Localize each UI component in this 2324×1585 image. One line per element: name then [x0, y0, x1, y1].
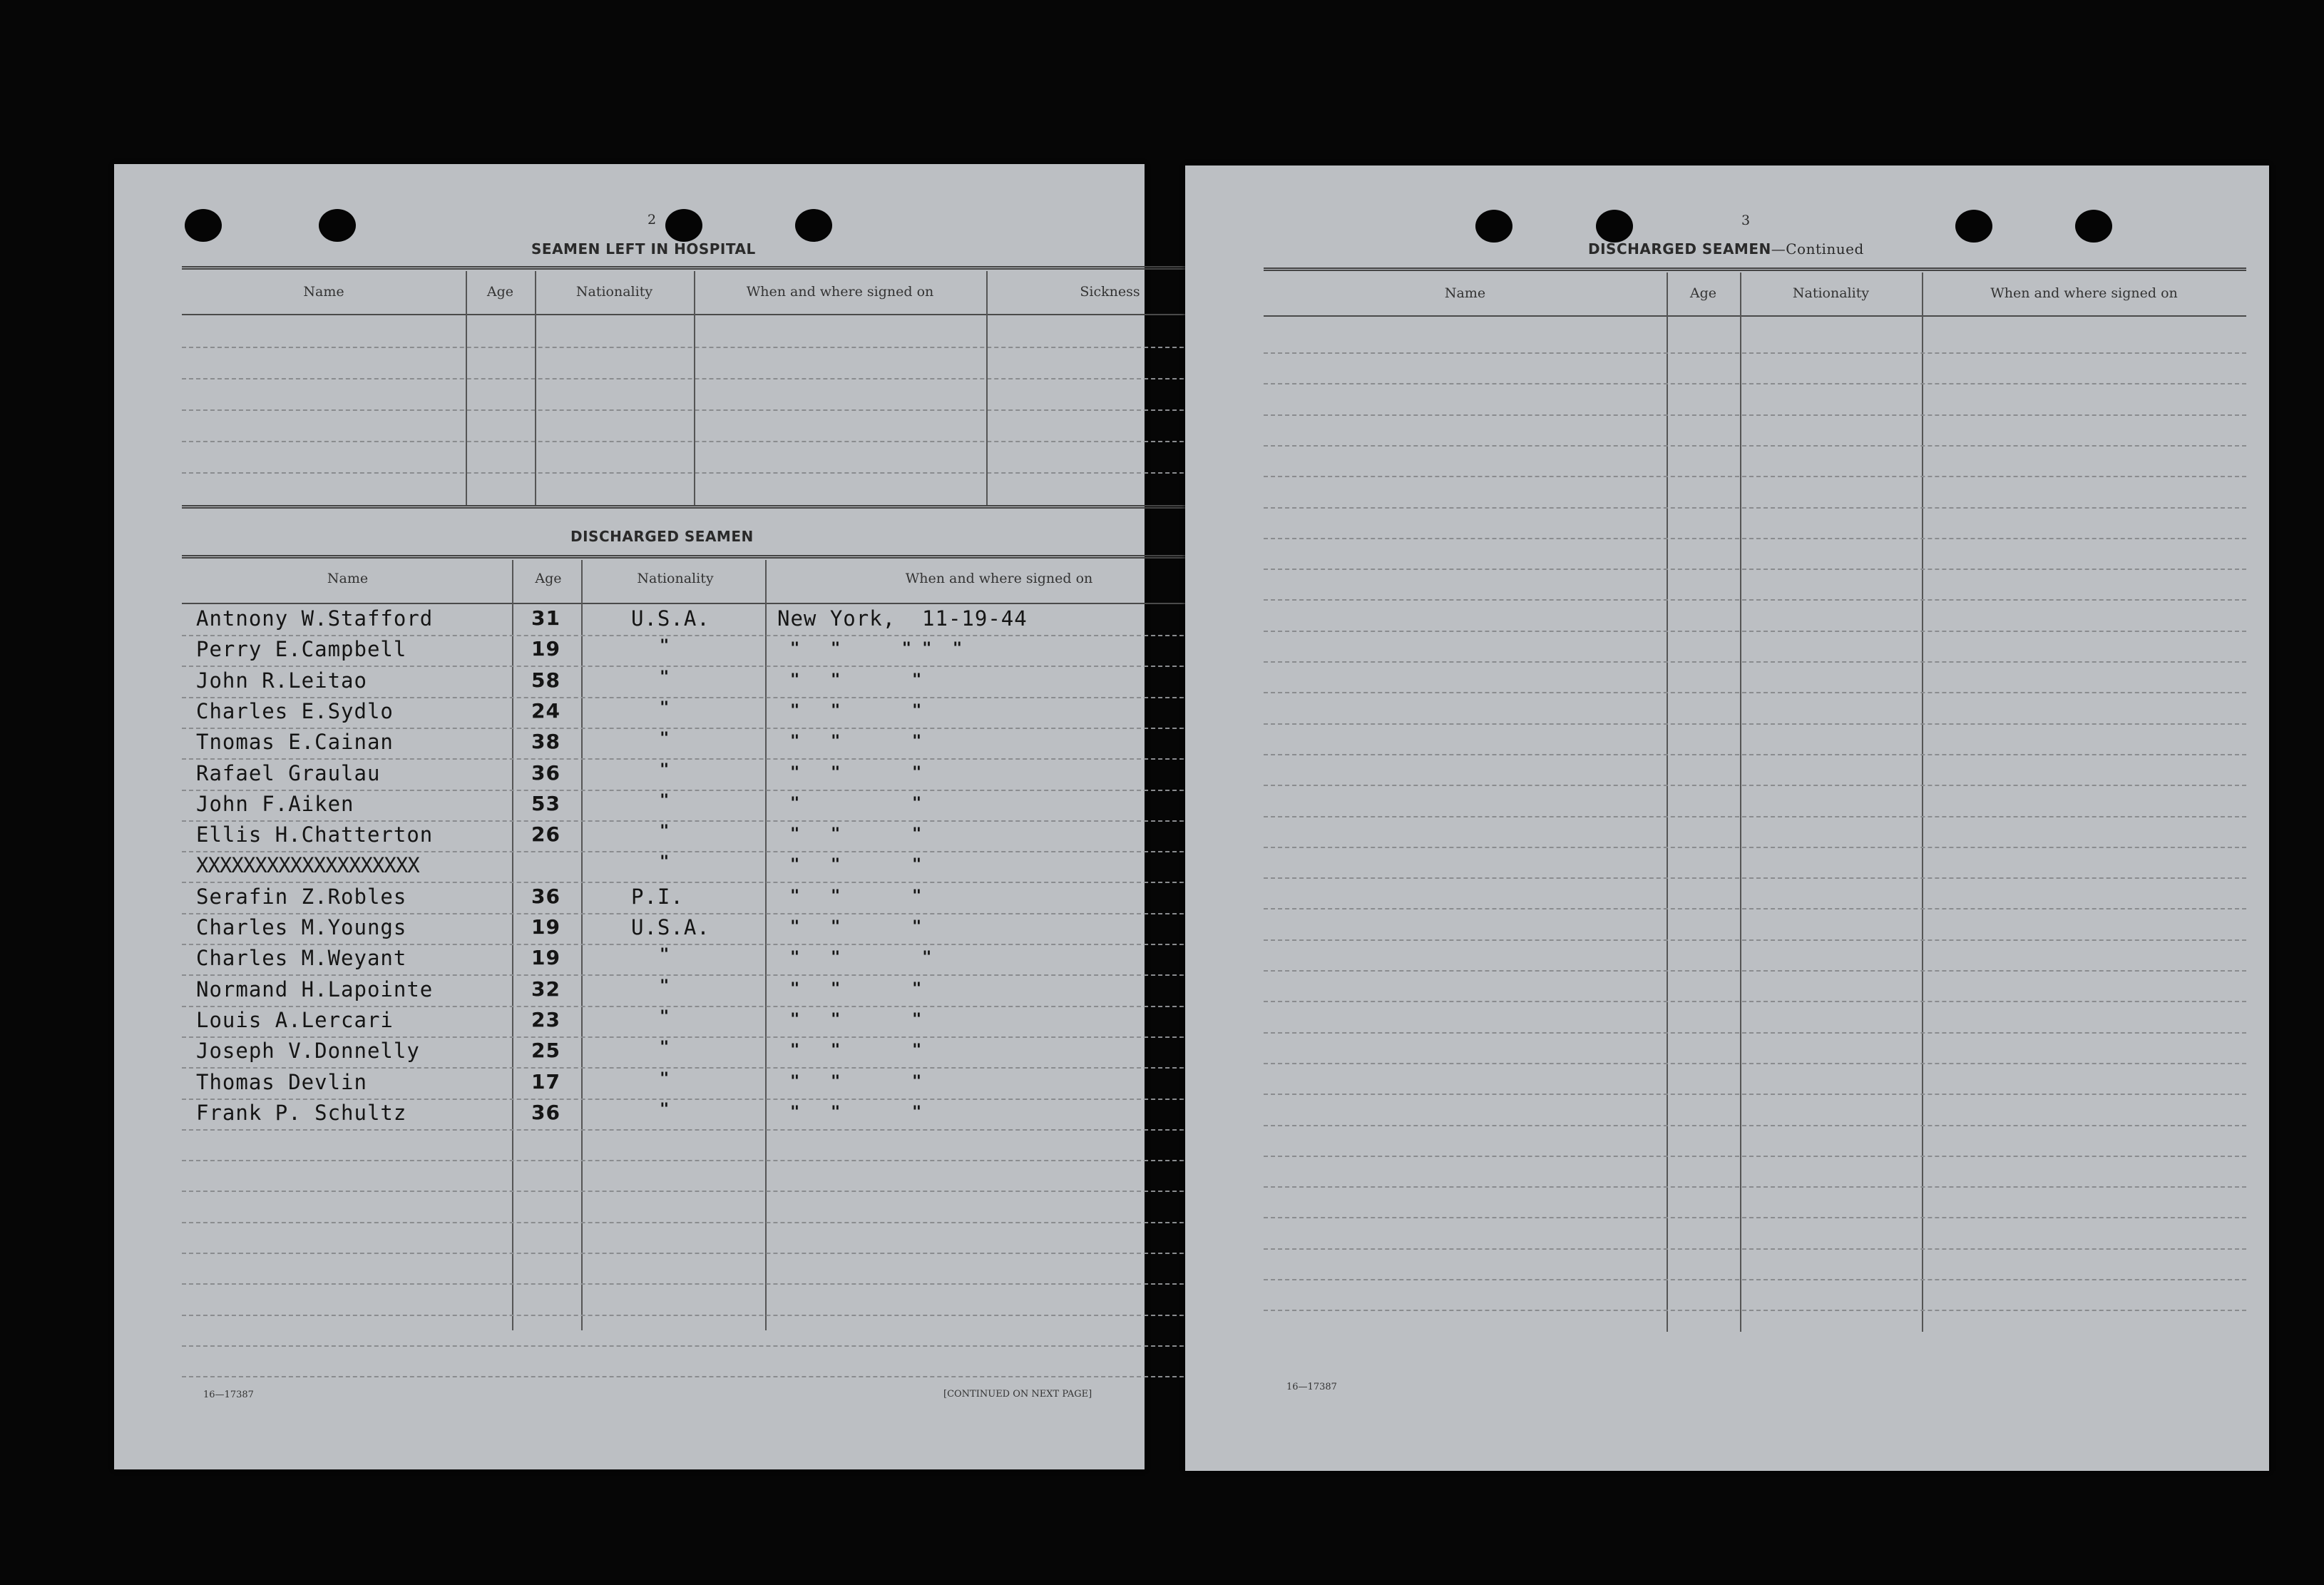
- continued-col-divider: [1740, 272, 1741, 1332]
- continued-row-rule: [1264, 723, 2246, 725]
- continued-row-rule: [1264, 352, 2246, 354]
- seaman-age: 19: [531, 915, 560, 939]
- right-page: [1185, 165, 2269, 1471]
- continued-row-rule: [1264, 538, 2246, 539]
- hospital-col-name: Name: [303, 284, 344, 300]
- discharged-col-name: Name: [327, 571, 369, 586]
- continued-row-rule: [1264, 939, 2246, 941]
- seaman-age: 19: [531, 637, 560, 661]
- continued-row-rule: [1264, 692, 2246, 693]
- continued-row-rule: [1264, 785, 2246, 786]
- discharged-row-rule: [182, 758, 1234, 760]
- hospital-col-nationality: Nationality: [575, 284, 653, 300]
- discharged-col-divider: [581, 560, 583, 1330]
- continued-col-age: Age: [1689, 285, 1717, 301]
- seaman-name: Charles E.Sydlo: [196, 698, 394, 723]
- continued-row-rule: [1264, 569, 2246, 570]
- seaman-name: Louis A.Lercari: [196, 1007, 394, 1032]
- continued-row-rule: [1264, 1094, 2246, 1095]
- seaman-age: 19: [531, 946, 560, 970]
- continued-row-rule: [1264, 476, 2246, 477]
- seaman-signed-on: " " ": [790, 1010, 923, 1029]
- seaman-signed-on: " " " " ": [790, 640, 963, 658]
- punch-hole: [665, 209, 702, 242]
- seaman-nationality: U.S.A.: [631, 915, 710, 939]
- title-suffix: —Continued: [1771, 240, 1864, 258]
- discharged-row-rule: [182, 1099, 1234, 1100]
- form-number: 16—17387: [203, 1390, 254, 1400]
- continued-col-name: Name: [1444, 285, 1486, 301]
- binder-tab: [1143, 165, 1184, 185]
- seaman-name: Serafin Z.Robles: [196, 884, 407, 909]
- hospital-section-title: SEAMEN LEFT IN HOSPITAL: [531, 240, 756, 258]
- hospital-col-divider: [535, 271, 536, 505]
- seaman-signed-on: " ": [790, 794, 923, 812]
- continued-row-rule: [1264, 1032, 2246, 1034]
- discharged-row-rule: [182, 666, 1234, 667]
- seaman-name: Charles M.Youngs: [196, 915, 407, 939]
- continued-row-rule: [1264, 1156, 2246, 1157]
- discharged-section-title: DISCHARGED SEAMEN: [570, 528, 754, 545]
- punch-hole: [2075, 210, 2112, 243]
- discharged-row-rule: [182, 697, 1234, 698]
- seaman-nationality: ": [660, 791, 670, 810]
- continued-row-rule: [1264, 1217, 2246, 1218]
- seaman-nationality: ": [660, 977, 670, 995]
- continued-row-rule: [1264, 445, 2246, 447]
- seaman-nationality: ": [660, 668, 670, 686]
- continued-row-rule: [1264, 970, 2246, 972]
- seaman-age: 32: [531, 977, 560, 1001]
- seaman-nationality: U.S.A.: [631, 606, 710, 631]
- discharged-row-rule: [182, 851, 1234, 852]
- continued-row-rule: [1264, 816, 2246, 817]
- seaman-age: 36: [531, 1100, 560, 1124]
- discharged-row-rule: [182, 974, 1234, 976]
- seaman-age: 38: [531, 730, 560, 754]
- discharged-row-rule: [182, 1376, 1234, 1377]
- seaman-nationality: ": [660, 637, 670, 656]
- seaman-nationality: ": [660, 822, 670, 841]
- hospital-col-divider: [466, 271, 467, 505]
- continued-header-rule: [1264, 315, 2246, 317]
- hospital-row-rule: [182, 472, 1234, 474]
- hospital-row-rule: [182, 409, 1234, 411]
- seaman-name: Joseph V.Donnelly: [196, 1039, 420, 1064]
- continued-row-rule: [1264, 754, 2246, 755]
- discharged-row-rule: [182, 728, 1234, 729]
- left-page: [114, 164, 1145, 1469]
- continued-row-rule: [1264, 1063, 2246, 1064]
- continued-row-rule: [1264, 507, 2246, 509]
- seaman-name: Tnomas E.Cainan: [196, 730, 394, 755]
- seaman-age: 17: [531, 1069, 560, 1094]
- discharged-header-rule: [182, 603, 1234, 604]
- seaman-signed-on: " " ": [790, 671, 923, 689]
- seaman-age: 24: [531, 698, 560, 723]
- punch-hole: [1475, 210, 1512, 243]
- discharged-row-rule: [182, 1067, 1234, 1069]
- seaman-name: John F.Aiken: [196, 791, 354, 816]
- continued-col-signed-on: When and where signed on: [1990, 285, 2178, 301]
- hospital-col-age: Age: [486, 284, 514, 300]
- seaman-nationality: ": [660, 853, 670, 872]
- discharged-row-rule: [182, 944, 1234, 945]
- continued-row-rule: [1264, 847, 2246, 848]
- hospital-row-rule: [182, 378, 1234, 379]
- seaman-name: Normand H.Lapointe: [196, 977, 434, 1002]
- seaman-nationality: ": [660, 1007, 670, 1026]
- discharged-row-rule: [182, 790, 1234, 791]
- seaman-age: 26: [531, 822, 560, 847]
- hospital-header-rule: [182, 314, 1234, 315]
- seaman-nationality: ": [660, 760, 670, 779]
- discharged-table-top-rule: [182, 555, 1234, 559]
- discharged-col-divider: [512, 560, 513, 1330]
- discharged-row-rule: [182, 820, 1234, 822]
- seaman-nationality: ": [660, 698, 670, 717]
- continued-row-rule: [1264, 1310, 2246, 1311]
- discharged-col-signed-on: When and where signed on: [905, 571, 1093, 586]
- seaman-signed-on: " " ": [790, 701, 923, 720]
- hospital-col-divider: [986, 271, 988, 505]
- punch-hole: [319, 209, 356, 242]
- discharged-col-nationality: Nationality: [637, 571, 714, 586]
- form-number: 16—17387: [1286, 1382, 1337, 1392]
- continued-table-top-rule: [1264, 267, 2246, 271]
- hospital-col-signed-on: When and where signed on: [746, 284, 934, 300]
- seaman-name: Perry E.Campbell: [196, 637, 407, 662]
- discharged-row-rule: [182, 1253, 1234, 1254]
- continued-row-rule: [1264, 1001, 2246, 1002]
- discharged-continued-title: [1588, 240, 1864, 258]
- seaman-signed-on: " " ": [790, 856, 923, 875]
- punch-hole: [1955, 210, 1992, 243]
- continued-row-rule: [1264, 383, 2246, 384]
- seaman-name: Ellis H.Chatterton: [196, 822, 434, 847]
- seaman-signed-on: New York, 11-19-44: [777, 606, 1028, 631]
- continued-col-nationality: Nationality: [1792, 285, 1870, 301]
- hospital-row-rule: [182, 347, 1234, 348]
- seaman-nationality: ": [660, 946, 670, 964]
- discharged-col-age: Age: [535, 571, 562, 586]
- seaman-name: Frank P. Schultz: [196, 1100, 407, 1125]
- continued-row-rule: [1264, 877, 2246, 879]
- discharged-row-rule: [182, 1006, 1234, 1007]
- seaman-nationality: ": [660, 1069, 670, 1088]
- hospital-table-top-rule: [182, 266, 1234, 270]
- hospital-row-rule: [182, 441, 1234, 442]
- continued-col-divider: [1667, 272, 1668, 1332]
- title-main: DISCHARGED SEAMEN: [1588, 240, 1771, 258]
- page-number: 3: [1741, 213, 1751, 228]
- discharged-row-rule: [182, 882, 1234, 883]
- seaman-age: 36: [531, 884, 560, 908]
- seaman-signed-on: " " ": [790, 1103, 923, 1121]
- hospital-table-bottom-rule: [182, 505, 1234, 509]
- hospital-col-sickness: Sickness: [1080, 284, 1140, 300]
- discharged-row-rule: [182, 1129, 1234, 1131]
- continued-row-rule: [1264, 1248, 2246, 1250]
- seaman-name: John R.Leitao: [196, 668, 367, 693]
- punch-hole: [795, 209, 832, 242]
- seaman-nationality: ": [660, 730, 670, 748]
- punch-hole: [185, 209, 222, 242]
- discharged-row-rule: [182, 1315, 1234, 1316]
- seaman-age: 53: [531, 791, 560, 815]
- seaman-signed-on: " " ": [790, 918, 923, 936]
- continued-row-rule: [1264, 414, 2246, 416]
- continued-row-rule: [1264, 631, 2246, 632]
- discharged-row-rule: [182, 913, 1234, 914]
- seaman-signed-on: " " ": [790, 887, 923, 905]
- seaman-signed-on: " " ": [790, 1072, 923, 1091]
- seaman-signed-on: " " ": [790, 825, 923, 844]
- continued-row-rule: [1264, 599, 2246, 601]
- seaman-name: Antnony W.Stafford: [196, 606, 434, 631]
- discharged-row-rule: [182, 1036, 1234, 1038]
- punch-hole: [1596, 210, 1633, 243]
- seaman-name: Rafael Graulau: [196, 760, 381, 785]
- discharged-row-rule: [182, 1222, 1234, 1223]
- seaman-age: 31: [531, 606, 560, 630]
- seaman-signed-on: " " ": [790, 979, 923, 998]
- hospital-col-divider: [694, 271, 695, 505]
- seaman-signed-on: " " ": [790, 949, 933, 967]
- seaman-signed-on: " " ": [790, 1041, 923, 1060]
- seaman-nationality: P.I.: [631, 884, 684, 909]
- seaman-name: XXXXXXXXXXXXXXXXXXX: [196, 853, 419, 878]
- seaman-age: 36: [531, 760, 560, 785]
- discharged-row-rule: [182, 635, 1234, 636]
- discharged-row-rule: [182, 1160, 1234, 1161]
- discharged-row-rule: [182, 1345, 1234, 1347]
- seaman-age: 25: [531, 1039, 560, 1063]
- continued-note: [CONTINUED ON NEXT PAGE]: [943, 1389, 1092, 1400]
- seaman-age: 58: [531, 668, 560, 692]
- continued-row-rule: [1264, 908, 2246, 909]
- seaman-nationality: ": [660, 1039, 670, 1057]
- continued-col-divider: [1922, 272, 1923, 1332]
- seaman-nationality: ": [660, 1100, 670, 1118]
- discharged-row-rule: [182, 1283, 1234, 1285]
- discharged-row-rule: [182, 1191, 1234, 1192]
- discharged-col-divider: [765, 560, 767, 1330]
- continued-row-rule: [1264, 1186, 2246, 1188]
- seaman-name: Charles M.Weyant: [196, 946, 407, 971]
- page-number: 2: [647, 212, 657, 228]
- continued-row-rule: [1264, 1125, 2246, 1126]
- seaman-name: Thomas Devlin: [196, 1069, 367, 1094]
- continued-row-rule: [1264, 1279, 2246, 1280]
- continued-row-rule: [1264, 661, 2246, 663]
- seaman-signed-on: " " ": [790, 763, 923, 782]
- seaman-signed-on: " " ": [790, 733, 923, 751]
- seaman-age: 23: [531, 1007, 560, 1031]
